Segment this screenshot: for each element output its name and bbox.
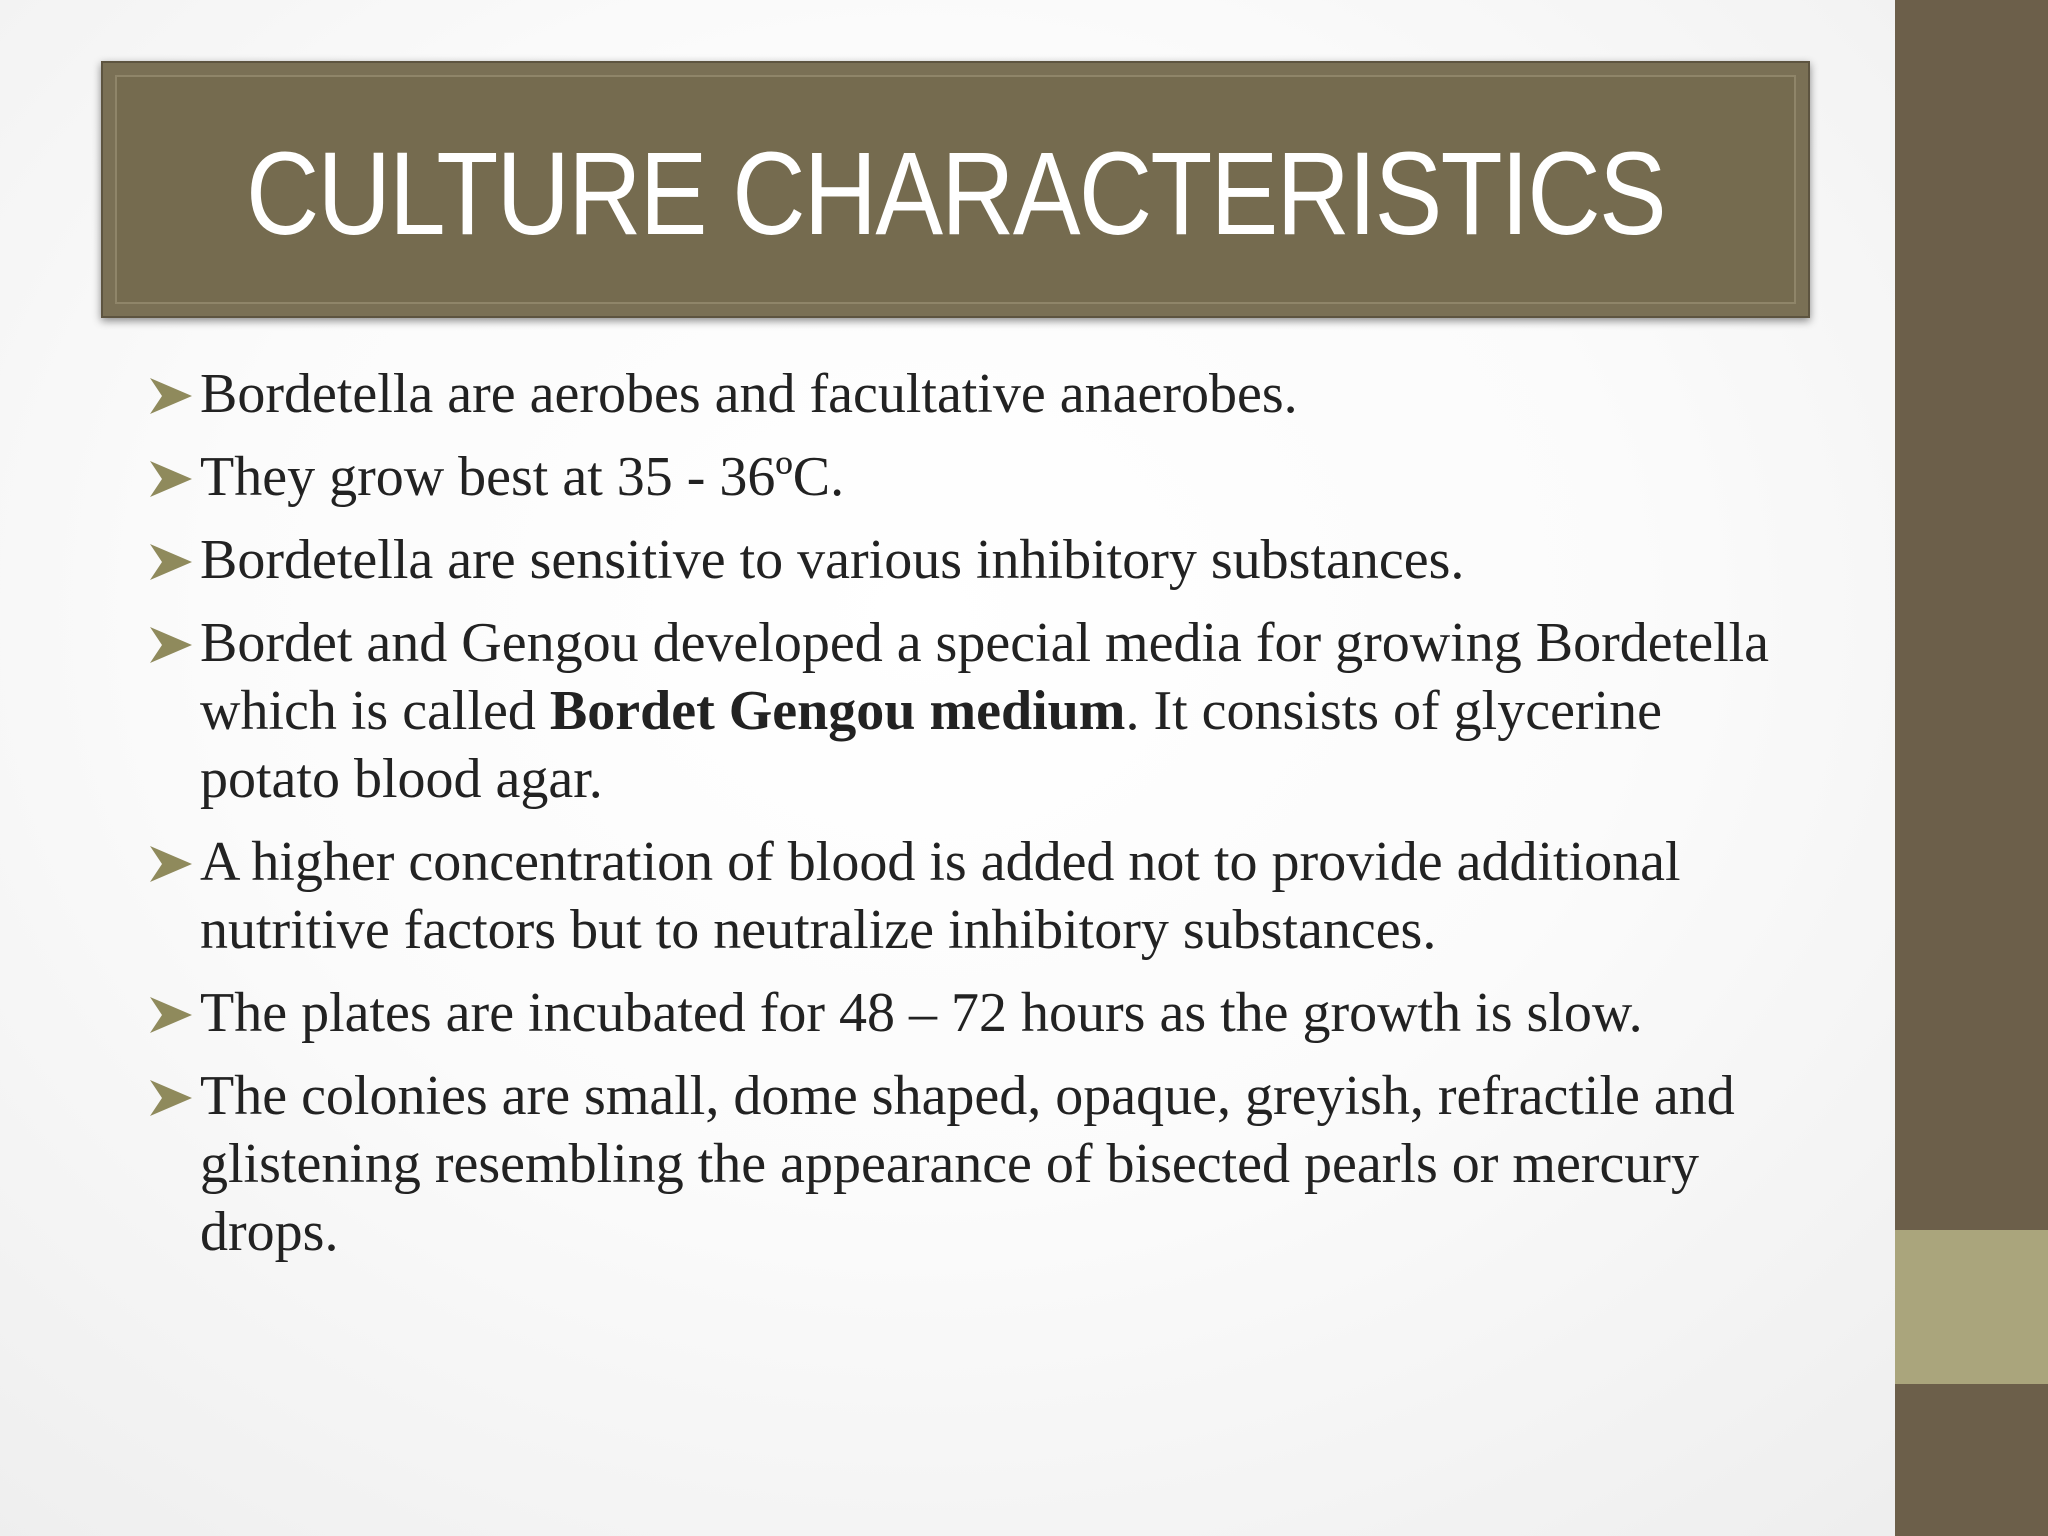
- arrow-right-icon: [148, 995, 194, 1035]
- bullet-item: [148, 526, 1798, 594]
- slide-title: CULTURE CHARACTERISTICS: [246, 127, 1665, 260]
- bullet-item: [148, 443, 1798, 511]
- bullet-item: [148, 609, 1798, 813]
- title-banner: [101, 61, 1810, 318]
- bullet-text: The colonies are small, dome shaped, opaque, greyish, refractile and glistening resembling the appearance of bisected pearls or mercury drops.: [200, 1065, 1735, 1263]
- bullet-text: Bordetella are aerobes and facultative anaerobes.: [200, 363, 1298, 425]
- bullet-text-bold: Bordet Gengou medium: [549, 680, 1126, 742]
- bullet-item: [148, 1062, 1798, 1266]
- bullet-item: [148, 828, 1798, 964]
- arrow-right-icon: [148, 844, 194, 884]
- bullet-text: Bordetella are sensitive to various inhibitory substances.: [200, 529, 1465, 591]
- bullet-text: The plates are incubated for 48 – 72 hours as the growth is slow.: [200, 982, 1643, 1044]
- arrow-right-icon: [148, 1078, 194, 1118]
- arrow-right-icon: [148, 542, 194, 582]
- arrow-right-icon: [148, 376, 194, 416]
- side-decoration-accent: [1895, 1230, 2048, 1384]
- arrow-right-icon: [148, 459, 194, 499]
- bullet-text-part: . It consists of glycerine potato blood agar.: [200, 680, 1662, 810]
- bullet-item: [148, 979, 1798, 1047]
- bullet-list: [148, 360, 1798, 1281]
- bullet-text: They grow best at 35 - 36ºC.: [200, 446, 845, 508]
- arrow-right-icon: [148, 625, 194, 665]
- bullet-text-part: Bordet and Gengou developed a special media for growing Bordetella which is called: [200, 612, 1770, 742]
- bullet-text: A higher concentration of blood is added not to provide additional nutritive factors but to neutralize inhibitory substances.: [200, 831, 1681, 961]
- bullet-item: [148, 360, 1798, 428]
